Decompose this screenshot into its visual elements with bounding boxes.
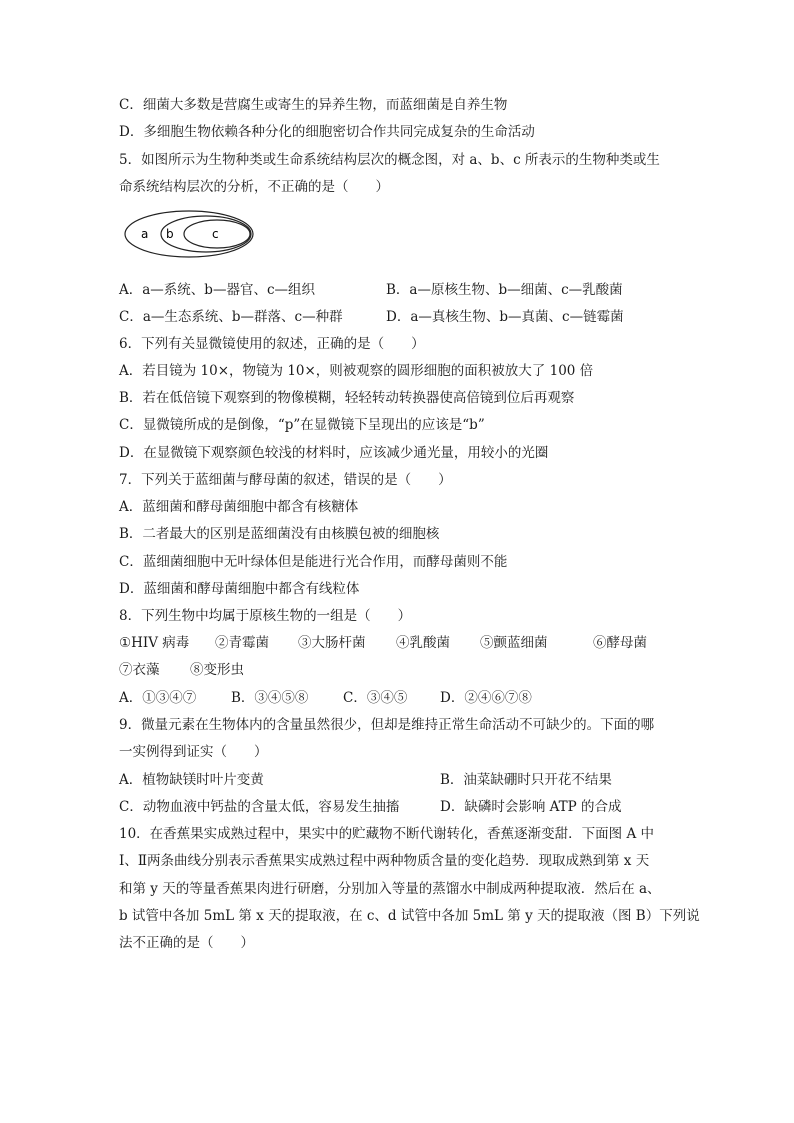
q7-option-a: A．蓝细菌和酵母菌细胞中都含有核糖体 — [119, 499, 359, 515]
q7-option-c: C．蓝细菌细胞中无叶绿体但是能进行光合作用，而酵母菌则不能 — [119, 554, 508, 570]
q7-option-d: D．蓝细菌和酵母菌细胞中都含有线粒体 — [119, 581, 360, 597]
q8-option-c: C．③④⑤ — [343, 690, 408, 706]
q4-option-d: D．多细胞生物依赖各种分化的细胞密切合作共同完成复杂的生命活动 — [119, 124, 535, 140]
q8-item: ⑦衣藻 — [119, 662, 160, 678]
q8-item: ⑥酵母菌 — [593, 635, 647, 651]
q5-stem-line-2: 命系统结构层次的分析，不正确的是（ ） — [119, 179, 389, 195]
diagram-label-b: b — [166, 227, 174, 241]
q8-option-a: A．①③④⑦ — [119, 690, 197, 706]
q8-option-d: D．②④⑥⑦⑧ — [440, 690, 532, 706]
q10-stem-line-2: Ⅰ、Ⅱ两条曲线分别表示香蕉果实成熟过程中两种物质含量的变化趋势．现取成熟到第 x 天 — [119, 853, 650, 869]
q8-item: ③大肠杆菌 — [298, 635, 366, 651]
q5-stem-line-1: 5．如图所示为生物种类或生命系统结构层次的概念图，对 a、b、c 所表示的生物种类或生 — [119, 152, 660, 168]
q5-option-d: D．a—真核生物、b—真菌、c—链霉菌 — [386, 309, 624, 325]
q5-option-b: B．a—原核生物、b—细菌、c—乳酸菌 — [386, 282, 623, 298]
diagram-label-a: a — [141, 227, 149, 241]
q9-option-a: A．植物缺镁时叶片变黄 — [119, 772, 264, 788]
concept-diagram — [122, 208, 256, 260]
q9-option-d: D．缺磷时会影响 ATP 的合成 — [440, 799, 622, 815]
q5-option-c: C．a—生态系统、b—群落、c—种群 — [119, 309, 343, 325]
q6-stem: 6．下列有关显微镜使用的叙述，正确的是（ ） — [119, 336, 425, 352]
q10-stem-line-5: 法不正确的是（ ） — [119, 935, 254, 951]
q6-option-b: B．若在低倍镜下观察到的物像模糊，轻轻转动转换器使高倍镜到位后再观察 — [119, 390, 575, 406]
q6-option-a: A．若目镜为 10×，物镜为 10×，则被观察的圆形细胞的面积被放大了 100 倍 — [119, 363, 594, 379]
q10-stem-line-3: 和第 y 天的等量香蕉果肉进行研磨，分别加入等量的蒸馏水中制成两种提取液．然后在 a、 — [119, 881, 661, 897]
q10-stem-line-4: b 试管中各加 5mL 第 x 天的提取液，在 c、d 试管中各加 5mL 第 y 天的提取液（图 B）下列说 — [119, 908, 700, 924]
q6-option-d: D．在显微镜下观察颜色较浅的材料时，应该减少通光量，用较小的光圈 — [119, 445, 549, 461]
q4-option-c: C．细菌大多数是营腐生或寄生的异养生物，而蓝细菌是自养生物 — [119, 97, 508, 113]
q9-option-b: B．油菜缺硼时只开花不结果 — [440, 772, 612, 788]
q8-item: ⑤颤蓝细菌 — [480, 635, 548, 651]
q5-option-a: A．a—系统、b—器官、c—组织 — [119, 282, 316, 298]
q8-item: ④乳酸菌 — [396, 635, 450, 651]
q8-item: ⑧变形虫 — [190, 662, 244, 678]
q9-stem-line-1: 9．微量元素在生物体内的含量虽然很少，但却是维持正常生命活动不可缺少的。下面的哪 — [119, 717, 655, 733]
diagram-label-c: c — [212, 227, 219, 241]
q9-stem-line-2: 一实例得到证实（ ） — [119, 744, 268, 760]
q7-option-b: B．二者最大的区别是蓝细菌没有由核膜包被的细胞核 — [119, 526, 440, 542]
q8-stem: 8．下列生物中均属于原核生物的一组是（ ） — [119, 608, 412, 624]
q8-option-b: B．③④⑤⑧ — [231, 690, 309, 706]
ellipse-b — [161, 216, 251, 252]
q8-item: ①HIV 病毒 — [119, 635, 190, 651]
q8-item: ②青霉菌 — [215, 635, 269, 651]
q10-stem-line-1: 10．在香蕉果实成熟过程中，果实中的贮藏物不断代谢转化，香蕉逐渐变甜．下面图 A 中 — [119, 826, 655, 842]
q9-option-c: C．动物血液中钙盐的含量太低，容易发生抽搐 — [119, 799, 400, 815]
q7-stem: 7．下列关于蓝细菌与酵母菌的叙述，错误的是（ ） — [119, 472, 452, 488]
q6-option-c: C．显微镜所成的是倒像，“p”在显微镜下呈现出的应该是“b” — [119, 417, 485, 433]
